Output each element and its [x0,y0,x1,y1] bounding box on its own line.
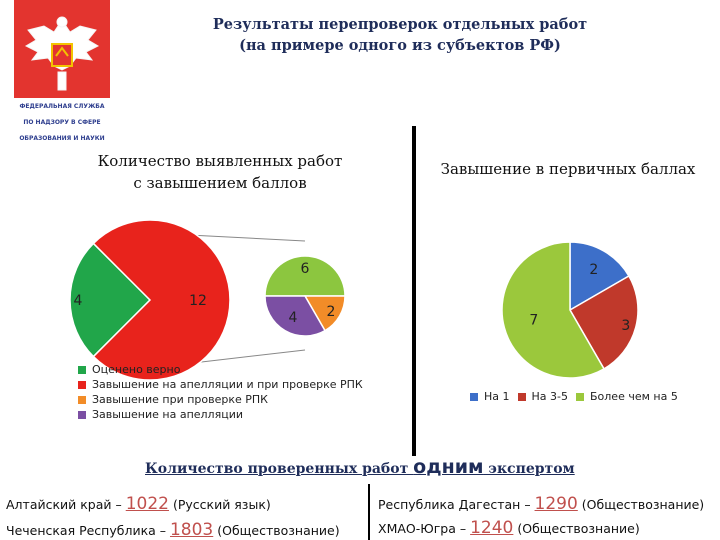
legend-item-by-3-5 [518,390,568,403]
right-pie-slice-label: 3 [621,317,631,334]
stat-count: 1290 [534,494,578,514]
legend-swatch-dark-red [518,393,526,401]
bottom-divider [368,484,370,540]
logo-text-line2: ПО НАДЗОРУ В СФЕРЕ [23,119,101,126]
legend-label: Завышение при проверке РПК [92,393,268,406]
left-legend [78,362,363,422]
stat-subject: (Обществознание) [577,497,705,512]
legend-swatch-orange [78,396,86,404]
legend-label: Завышение на апелляции [92,408,243,421]
stat-subject: (Обществознание) [513,521,640,536]
legend-item-correct [78,362,363,377]
bottom-heading-post: экспертом [483,461,575,477]
stat-region: Чеченская Республика – [6,523,170,538]
legend-item-more-5 [576,390,678,403]
right-chart-subtitle: Завышение в первичных баллах [440,160,696,178]
page-title-line2: (на примере одного из субъектов РФ) [239,37,561,54]
breakdown-pie-slice-label: 6 [300,261,310,277]
right-pie-slice-label: 7 [529,312,539,329]
stat-chechnya [6,520,340,540]
bottom-heading-pre: Количество проверенных работ [145,461,414,477]
legend-item-appeal [78,407,363,422]
stat-dagestan [378,494,704,514]
legend-swatch-purple [78,411,86,419]
stat-count: 1022 [125,494,169,514]
stat-region: Республика Дагестан – [378,497,535,512]
stat-subject: (Обществознание) [213,523,340,538]
page-title-line1: Результаты перепроверок отдельных работ [212,16,588,33]
legend-item-appeal-and-rpk [78,377,363,392]
left-subtitle-line2: с завышением баллов [133,174,307,192]
legend-label: На 3-5 [531,390,568,403]
legend-swatch-blue [470,393,478,401]
stat-altai [6,494,271,514]
stat-region: Алтайский край – [6,497,126,512]
right-legend [470,390,686,403]
main-pie-slice-label: 4 [73,293,83,309]
legend-label: Оценено верно [92,363,181,376]
breakdown-pie-slice-label: 4 [288,309,298,326]
logo-text-line1: ФЕДЕРАЛЬНАЯ СЛУЖБА [19,103,105,110]
legend-label: На 1 [484,390,510,403]
bottom-heading-emphasis: одним [413,456,484,478]
main-pie-slice-label: 12 [189,293,207,309]
legend-swatch-lime [576,393,584,401]
legend-swatch-green [78,366,86,374]
legend-item-rpk [78,392,363,407]
stat-count: 1240 [470,518,514,538]
right-pie-slice-label: 2 [589,261,599,278]
legend-item-by-1 [470,390,510,403]
breakdown-pie-slice-label: 2 [326,304,336,320]
stat-region: ХМАО-Югра – [378,521,471,536]
stat-count: 1803 [169,520,214,540]
legend-swatch-red [78,381,86,389]
logo-text-line3: ОБРАЗОВАНИЯ И НАУКИ [19,135,105,142]
stat-khmao [378,518,640,538]
legend-label: Завышение на апелляции и при проверке РПК [92,378,363,391]
stat-subject: (Русский язык) [168,497,271,512]
bottom-heading [145,456,615,478]
left-subtitle-line1: Количество выявленных работ [97,152,343,170]
legend-label: Более чем на 5 [590,390,678,403]
